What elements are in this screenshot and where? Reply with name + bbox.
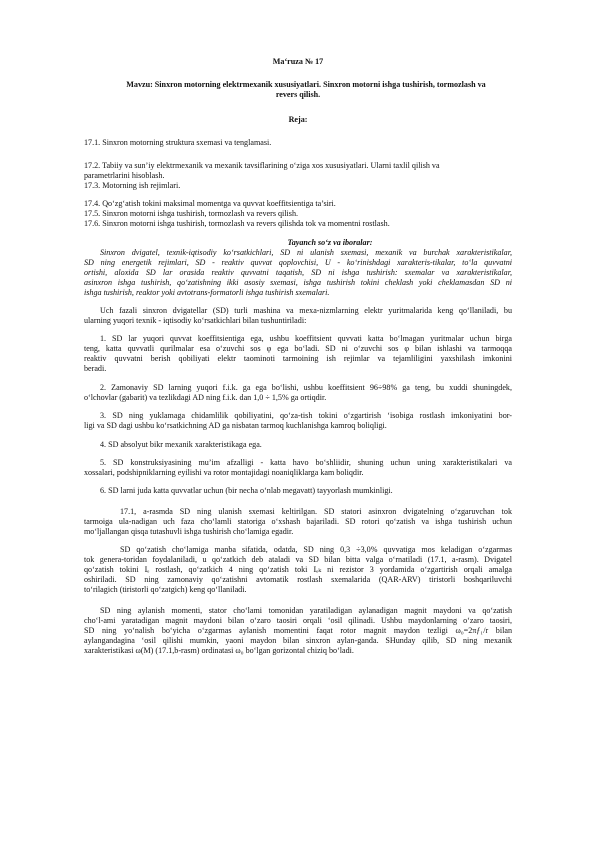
keywords-line: ishga tushirish, reaktor yoki avtotrans-formatorli ishga tushirish sxemalari.	[84, 288, 330, 297]
keywords-line: ortishi, aloxida SD lar orasida reaktiv quvvatni taqatish, SD ni ishga tushirish: sxemalar va xarakteristikalar,	[84, 268, 512, 277]
plan-item: 17.4. Qo‘zg‘atish tokini maksimal momentga va quvvat koeffitsientiga ta’siri.	[84, 199, 336, 208]
keywords-heading: Tayanch so‘z va iboralar:	[287, 238, 373, 247]
plan-item: 17.3. Motorning ish rejimlari.	[84, 181, 181, 190]
lecture-title: Ma‘ruza № 17	[272, 57, 324, 66]
paragraph-line: ligi va SD dagi ushbu ko‘rsatkichning AD ga nisbatan tarmoq kuchlanishga kamroq boliqligi.	[84, 421, 387, 430]
paragraph-line: reaktiv quvvatni berish qobiliyati elektr taominoti tarmoining ish rejimlar va tejamliligini yaxshilash imkonini	[84, 354, 512, 363]
paragraph-line: SD qo‘zatish cho‘lamiga manba sifatida, odatda, SD ning 0,3 ÷3,0% quvvatiga mos keladigan o‘zgarmas	[120, 545, 512, 554]
plan-item: 17.2. Tabiiy va sun’iy elektrmexanik va mexanik tavsiflarining o‘ziga xos xususiyatlari. Ularni taxlil qilish va	[84, 161, 440, 170]
paragraph-line: xarakteristikasi ω(M) (17.1,b-rasm) ordinatasi ω₀ bo‘lgan gorizontal chiziq bo‘ladi.	[84, 646, 354, 655]
topic-line-1: Mavzu: Sinxron motorning elektrmexanik xususiyatlari. Sinxron motorni ishga tushirish, tormozlash va	[126, 80, 486, 89]
paragraph-line: 3. SD ning yuklamaga chidamlilik qobiliyatini, qo‘za-tish tokini o‘zgartirish ‘isobiga rostlash imkoniyatini bor-	[100, 411, 512, 420]
paragraph-line: o‘lchovlar (gabarit) va tezlikdagi AD ning f.i.k. dan 1,0 ÷ 1,5% ga ortiqdir.	[84, 393, 327, 402]
paragraph-line: tok genera-toridan foydalaniladi, u qo‘zatkich deb ataladi va SD bilan bitta valga o‘rnatiladi (17.1, a-rasm). Dvigatel	[84, 555, 512, 564]
paragraph-line: 5. SD konstruksiyasining mu’im afzalligi - katta havo bo‘shliidir, shuning uchun uning xarakteristikalari va	[100, 458, 512, 467]
paragraph-line: beradi.	[84, 364, 107, 373]
plan-item: 17.6. Sinxron motorni ishga tushirish, tormozlash va revers qilishda tok va momentni rostlash.	[84, 219, 390, 228]
paragraph-line: 1. SD lar yuqori quvvat koeffitsientiga ega, ushbu koeffitsient quvvati katta bo‘lmagan yuritmalar uchun birga	[100, 334, 512, 343]
paragraph-line: cho‘l-ami yaratadigan magnit maydoni bilan o‘zaro taosiri orqali ‘osil qilinadi. Ushbu maydonlarning o‘zaro taosiri,	[84, 616, 512, 625]
paragraph-line: 6. SD larni juda katta quvvatlar uchun (bir necha o‘nlab megavatt) tayyorlash mumkinligi.	[100, 486, 393, 495]
paragraph-line: aylangandagina ‘osil qilishi mumkin, yaoni maydon bilan sinxron aylan-ganda. SHunday qilib, SD ning mexanik	[84, 636, 512, 645]
paragraph-line: qo‘zatish tokini Iₑ rostlash, qo‘zatkich 4 ning qo‘zatish toki Iₑₖ ni rezistor 3 yordamida o‘zgartirish orqali amalga	[84, 565, 512, 574]
keywords-line: Sinxron dvigatel, texnik-iqtisodiy ko‘rsatkichlari, SD ni ulanish sxemasi, mexanik va burchak xarakteristikalar,	[100, 248, 512, 257]
plan-item: parametrlarini hisoblash.	[84, 171, 165, 180]
paragraph-line: SD ning yo‘nalish bo‘yicha o‘zgarmas aylanish momentini faqat rotor magnit maydon tezligi ω₀=2πƒ₁/r bilan	[84, 626, 512, 635]
paragraph-line: teng, katta quvvatli qurilmalar esa o‘zuvchi sos φ ega bo‘ladi. SD ni o‘zuvchi sos φ bilan ishlashi va tarmoqqa	[84, 344, 512, 353]
paragraph-line: 17.1, a-rasmda SD ning ulanish sxemasi keltirilgan. SD statori asinxron dvigatelning o‘zgaruvchan tok	[120, 507, 512, 516]
paragraph-line: SD ning aylanish momenti, stator cho‘lami tomonidan yaratiladigan aylanadigan magnit maydoni va qo‘zatish	[100, 606, 512, 615]
keywords-line: SD ning energetik rejimlari, SD - reaktiv quvvat qoplovchisi, U - ko‘rinishdagi xarakteris-tikalar, to‘la quvvatni	[84, 258, 512, 267]
paragraph-line: xossalari, podshipniklarning eyilishi va rotor montajidagi noaniqliklarga kam boliqdir.	[84, 468, 364, 477]
paragraph-line: to‘rilagich (tiristorli qo‘zatgich) keng qo‘llaniladi.	[84, 585, 247, 594]
paragraph-line: 2. Zamonaviy SD larning yuqori f.i.k. ga ega bo‘lishi, ushbu koeffitsient 96÷98% ga teng, bu xuddi shuningdek,	[100, 383, 512, 392]
paragraph-line: tarmoiga ula-nadigan uch faza cho‘lamli statoriga o‘xshash bajariladi. SD rotori qo‘zatish va ishga tushirish uchun	[84, 517, 512, 526]
paragraph-line: ularning yuqori texnik - iqtisodiy ko‘rsatkichlari bilan tushuntiriladi:	[84, 316, 307, 325]
paragraph-line: oshiriladi. SD ning zamonaviy qo‘zatishni avtomatik rostlash sxemalarida (QAR-ARV) tiristorli boshqariluvchi	[84, 575, 512, 584]
keywords-line: asinxron ishga tushirish, qo‘zatishning ikki asosiy sxemasi, ishga tushirish tokini cheklash yoki cheklamasdan SD ni	[84, 278, 512, 287]
paragraph-line: 4. SD absolyut bikr mexanik xarakteristikaga ega.	[100, 440, 262, 449]
plan-heading: Reja:	[288, 115, 308, 124]
paragraph-line: Uch fazali sinxron dvigatellar (SD) turli mashina va mexa-nizmlarning elektr yuritmalarida keng qo‘llaniladi, bu	[100, 306, 512, 315]
plan-item: 17.5. Sinxron motorni ishga tushirish, tormozlash va revers qilish.	[84, 209, 299, 218]
plan-item: 17.1. Sinxron motorning struktura sxemasi va tenglamasi.	[84, 138, 272, 147]
paragraph-line: mo‘ljallangan qisqa tutashuvli ishga tushirish cho‘lamiga egadir.	[84, 527, 294, 536]
topic-line-2: revers qilish.	[275, 90, 321, 99]
